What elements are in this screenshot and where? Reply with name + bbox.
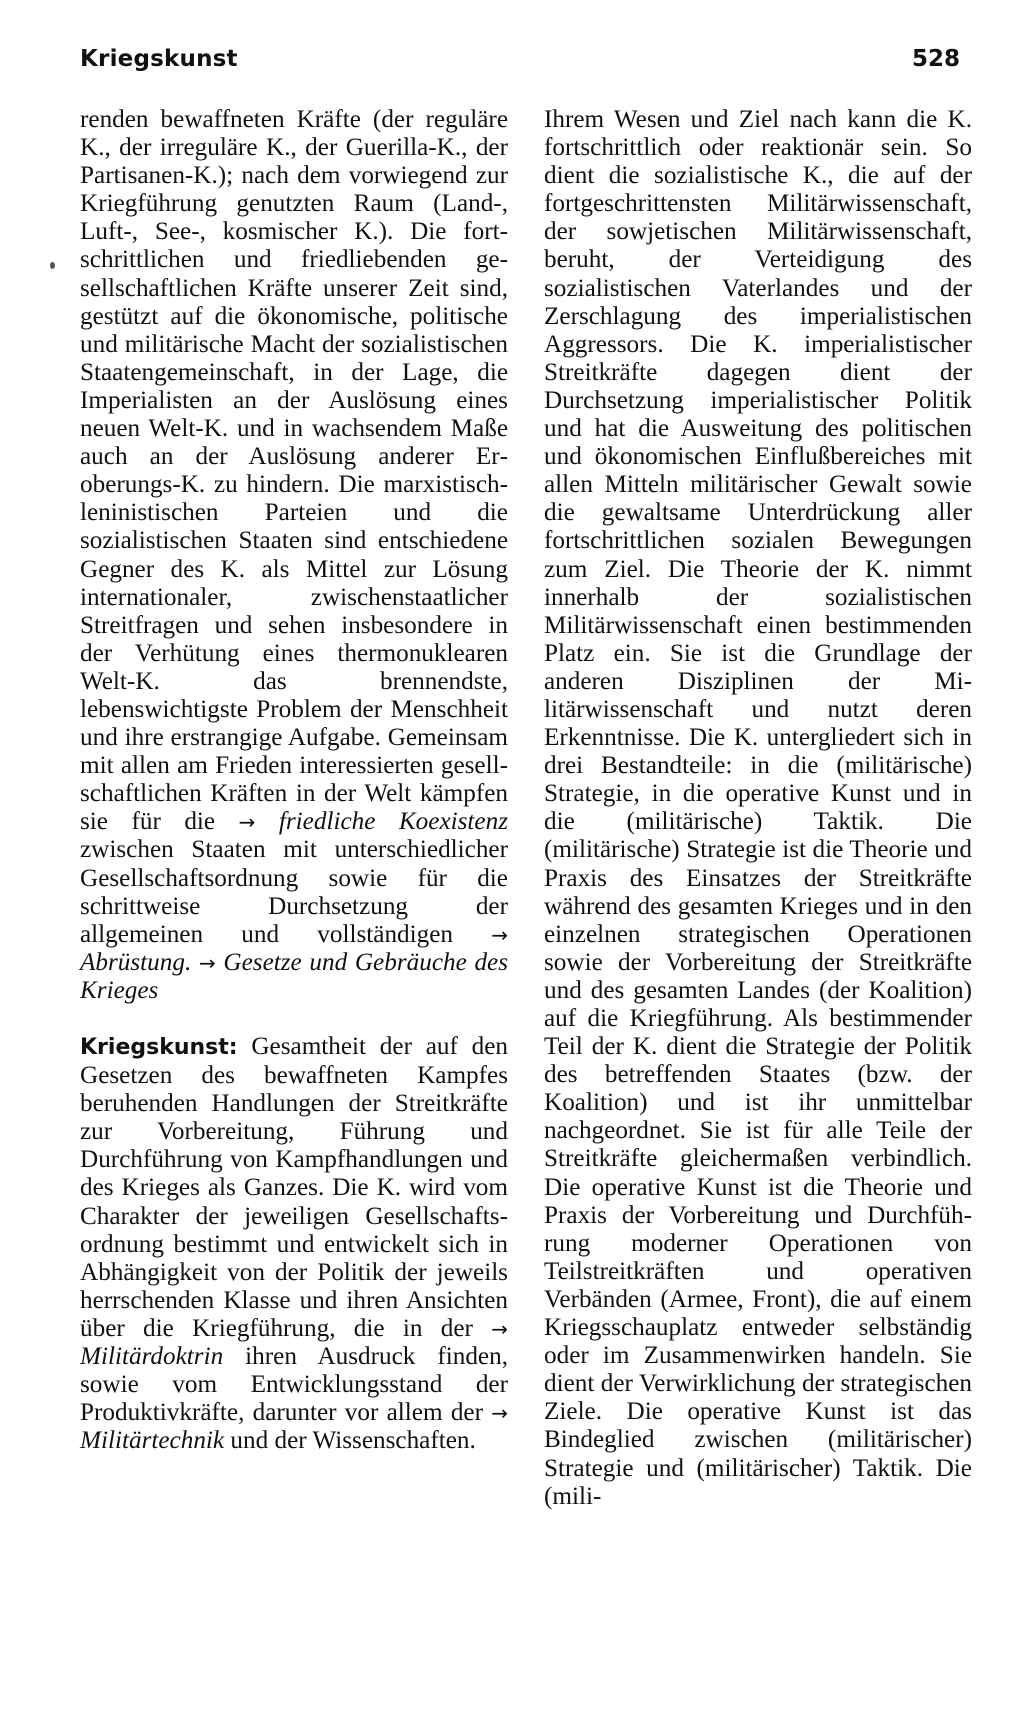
cross-reference-arrow-icon: → [491,1401,508,1426]
entry-continuation-paragraph: Ihrem Wesen und Ziel nach kann die K. fortschrittlich oder reaktionär sein. So dient die sozialistische K., die auf der fortgeschrittensten Militärwissenschaft, der sowjetischen Militärwissenschaft, beruht, der Verteidigung des sozialistischen Vaterlandes und der Zerschlagung des imperialistischen Aggressors. Die K. imperialistischer Streitkräfte dagegen dient der Durchsetzung imperialistischer Politik und hat die Ausweitung des politischen und ökonomischen Einflußbereiches mit allen Mitteln militärischer Gewalt sowie die gewaltsame Unterdrückung aller fortschrittlichen sozialen Bewegungen zum Ziel. Die Theorie der K. nimmt innerhalb der sozialistischen Militärwissenschaft einen bestimmenden Platz ein. Sie ist die Grundlage der anderen Disziplinen der Militärwissenschaft und nutzt deren Erkenntnisse. Die K. untergliedert sich in drei Bestandteile: in die (militärische) Strategie, in die operative Kunst und in die (militärische) Taktik. Die (militärische) Strategie ist die Theorie und Praxis des Einsatzes der Streitkräfte während des gesamten Krieges und in den einzelnen strategischen Operationen sowie der Vorbereitung der Streitkräfte und des gesamten Landes (der Koalition) auf die Kriegführung. Als bestimmender Teil der K. dient die Strategie der Politik des betreffenden Staates (bzw. der Koalition) und ist ihr unmittelbar nachgeordnet. Sie ist für alle Teile der Streitkräfte gleichermaßen verbindlich. Die operative Kunst ist die Theorie und Praxis der Vorbereitung und Durchführung moderner Operationen von Teilstreitkräften und operativen Verbänden (Armee, Front), die auf einem Kriegsschauplatz entweder selbständig oder im Zusammenwirken handeln. Sie dient der Verwirklichung der strategischen Ziele. Die operative Kunst ist das Bindeglied zwischen (militärischer) Strategie und (militärischer) Taktik. Die (mili- [544,106,972,1510]
cross-reference-arrow-icon: → [491,922,508,947]
cross-reference-arrow-icon: → [491,1316,508,1341]
cross-reference-militaerdoktrin[interactable]: Militärdoktrin [80,1343,224,1371]
text-segment: Gesamtheit der auf den Gesetzen des bewaffneten Kampfes beruhenden Handlungen der Streitkräfte zur Vorbereitung, Führung und Durchführung von Kampfhandlungen und des Krieges als Ganzes. Die K. wird vom Charakter der jeweiligen Gesellschaftsordnung bestimmt und entwickelt sich in Abhängigkeit von der Politik der jeweils herrschenden Klasse und ihren Ansichten über die Kriegführung, die in der [80,1033,509,1342]
text-segment: ihren Ausdruck finden, sowie vom Entwicklungsstand der Produktivkräfte, darunter vor allem der [80,1343,508,1427]
right-column [544,106,972,1511]
text-segment: und der Wissenschaften. [230,1427,476,1455]
entry-lemma: Kriegskunst: [80,1035,238,1060]
cross-reference-militaertechnik[interactable]: Militärtechnik [80,1427,225,1455]
margin-mark [50,262,55,269]
cross-reference-arrow-icon: → [198,950,216,975]
cross-reference-gesetze-und-gebraeuche[interactable]: Gesetze und Gebräuche des Krieges [80,948,509,1004]
cross-reference-abruestung[interactable]: Abrüstung. [80,948,192,976]
running-head: Kriegskunst [80,46,238,72]
continued-entry-paragraph [80,106,508,1005]
cross-reference-arrow-icon: → [238,810,256,835]
entry-kriegskunst [80,1033,508,1455]
left-column [80,106,508,1455]
page-number: 528 [911,46,960,72]
text-segment: renden bewaffneten Kräfte (der reguläre K., der irreguläre K., der Guerilla-K., der Partisanen-K.); nach dem vorwiegend zur Kriegführung genutzten Raum (Land-, Luft-, See-, kosmischer K.). Die fortschrittlichen und friedliebenden gesellschaftlichen Kräfte unserer Zeit sind, gestützt auf die ökonomische, politische und militärische Macht der sozialistischen Staatengemeinschaft, in der Lage, die Imperialisten an der Auslösung eines neuen Welt-K. und in wachsendem Maße auch an der Auslösung anderer Eroberungs-K. zu hindern. Die marxistisch-leninistischen Parteien und die sozialistischen Staaten sind entschiedene Gegner des K. als Mittel zur Lösung internationaler, zwischenstaatlicher Streitfragen und sehen insbesondere in der Verhütung eines thermonuklearen Welt-K. das brennendste, lebenswichtigste Problem der Menschheit und ihre erstrangige Aufgabe. Gemeinsam mit allen am Frieden interessierten gesellschaftlichen Kräften in der Welt kämpfen sie für die [80,106,508,836]
text-segment: zwischen Staaten mit unterschiedlicher Gesellschaftsordnung sowie für die schrittweise Durchsetzung der allgemeinen und vollständigen [80,836,508,948]
cross-reference-friedliche-koexistenz[interactable]: friedliche Koexistenz [278,808,509,836]
